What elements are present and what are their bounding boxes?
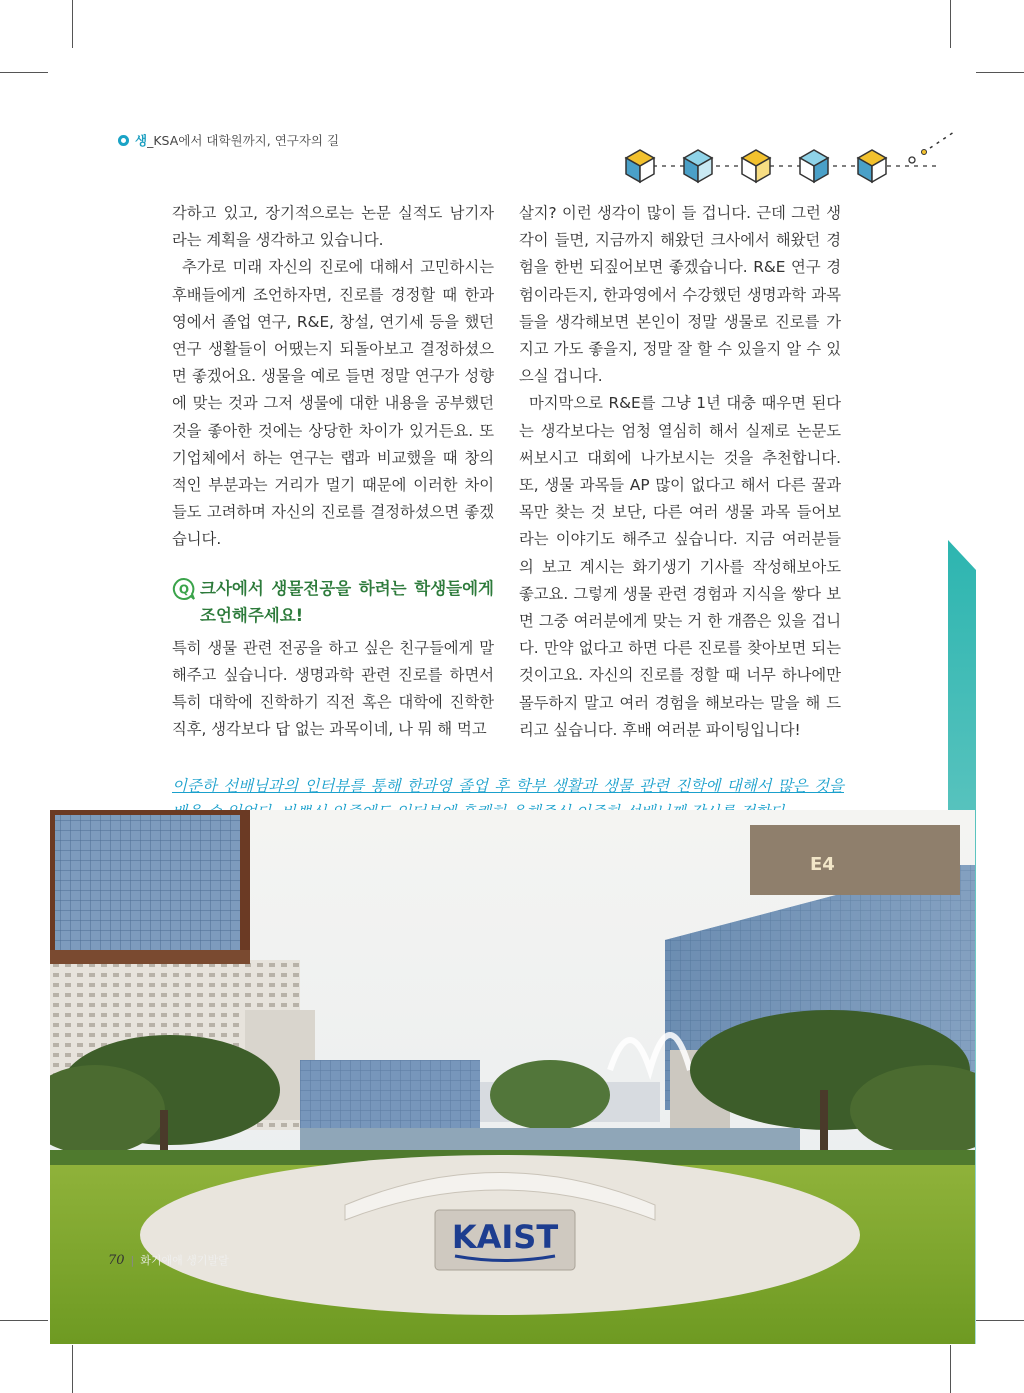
crop-mark	[976, 72, 1024, 73]
question-heading	[172, 575, 494, 629]
cube-icon	[800, 150, 828, 182]
page-number: 70	[108, 1252, 125, 1268]
magazine-name: 화기애애 생기발랄	[140, 1254, 229, 1267]
page-footer	[108, 1252, 229, 1268]
right-column	[519, 200, 841, 744]
section-title: _KSA에서 대학원까지, 연구자의 길	[147, 133, 340, 148]
paragraph: 살지? 이런 생각이 많이 들 겁니다. 근데 그런 생각이 들면, 지금까지 해왔던 크사에서 해왔던 경험을 한번 되짚어보면 좋겠습니다. R&E 연구 경험이라든지, 한과영에서 수강했던 생명과학 과목들을 생각해보면 본인이 정말 생물로 진로를 가지고 가도 좋을지, 정말 잘 할 수 있을지 알 수 있으실 겁니다.	[519, 204, 841, 386]
crop-mark	[976, 1320, 1024, 1321]
crop-mark	[950, 0, 951, 48]
svg-text:Q: Q	[178, 582, 190, 597]
building-label: E4	[810, 854, 835, 875]
cube-chain-decoration	[618, 128, 958, 188]
cube-icon	[858, 150, 886, 182]
crop-mark	[72, 1345, 73, 1393]
question-text: 크사에서 생물전공을 하려는 학생들에게 조언해주세요!	[200, 578, 494, 625]
paragraph: 각하고 있고, 장기적으로는 논문 실적도 남기자라는 계획을 생각하고 있습니다.	[172, 204, 494, 250]
kaist-sign-text: KAIST	[451, 1218, 559, 1256]
crop-mark	[0, 72, 48, 73]
paragraph: 마지막으로 R&E를 그냥 1년 대충 때우면 된다는 생각보다는 엄청 열심히 해서 실제로 논문도 써보시고 대회에 나가보시는 것을 추천합니다. 또, 생물 과목들 AP 많이 없다고 해서 다른 꿀과목만 찾는 것 보단, 다른 여러 생물 과목 들어보라는 이야기도 해주고 싶습니다. 지금 여러분들의 보고 계시는 화기생기 기사를 작성해보아도 좋고요. 그렇게 생물 관련 경험과 지식을 쌓다 보면 그중 여러분에게 맞는 거 한 개쯤은 있을 겁니다. 만약 없다고 하면 다른 진로를 찾아보면 되는 것이고요. 자신의 진로를 정할 때 너무 하나에만 몰두하지 말고 여러 경험을 해보라는 말을 해 드리고 싶습니다. 후배 여러분 파이팅입니다!	[519, 394, 841, 739]
crop-mark	[0, 1320, 48, 1321]
cube-icon	[742, 150, 770, 182]
bullet-icon	[118, 135, 129, 146]
cube-icon	[684, 150, 712, 182]
cube-icon	[626, 150, 654, 182]
section-category: 생	[135, 133, 148, 148]
paragraph: 추가로 미래 자신의 진로에 대해서 고민하시는 후배들에게 조언하자면, 진로를 경정할 때 한과영에서 졸업 연구, R&E, 창설, 연기세 등을 했던 연구 생활들이 어땠는지 되돌아보고 결정하셨으면 좋겠어요. 생물을 예로 들면 정말 연구가 성향에 맞는 것과 그저 생물에 대한 내용을 공부했던 것을 좋아한 것에는 상당한 차이가 있거든요. 또 기업체에서 하는 연구는 랩과 비교했을 때 창의적인 부분과는 거리가 멀기 때문에 이러한 차이들도 고려하며 자신의 진로를 결정하셨으면 좋겠습니다.	[172, 258, 494, 549]
running-header	[118, 131, 339, 149]
footer-divider: |	[130, 1253, 135, 1267]
closing-remark: 이준하 선배님과의 인터뷰를 통해 한과영 졸업 후 학부 생활과 생물 관련 진학에 대해서 많은 것을	[172, 777, 844, 795]
paragraph: 특히 생물 관련 전공을 하고 싶은 친구들에게 말해주고 싶습니다. 생명과학 관련 진로를 하면서 특히 대학에 진학하기 직전 혹은 대학에 진학한 직후, 생각보다 답 없는 과목이네, 나 뭐 해 먹고	[172, 638, 494, 739]
crop-mark	[72, 0, 73, 48]
question-bubble-icon	[172, 577, 196, 601]
left-column	[172, 200, 494, 743]
crop-mark	[950, 1345, 951, 1393]
